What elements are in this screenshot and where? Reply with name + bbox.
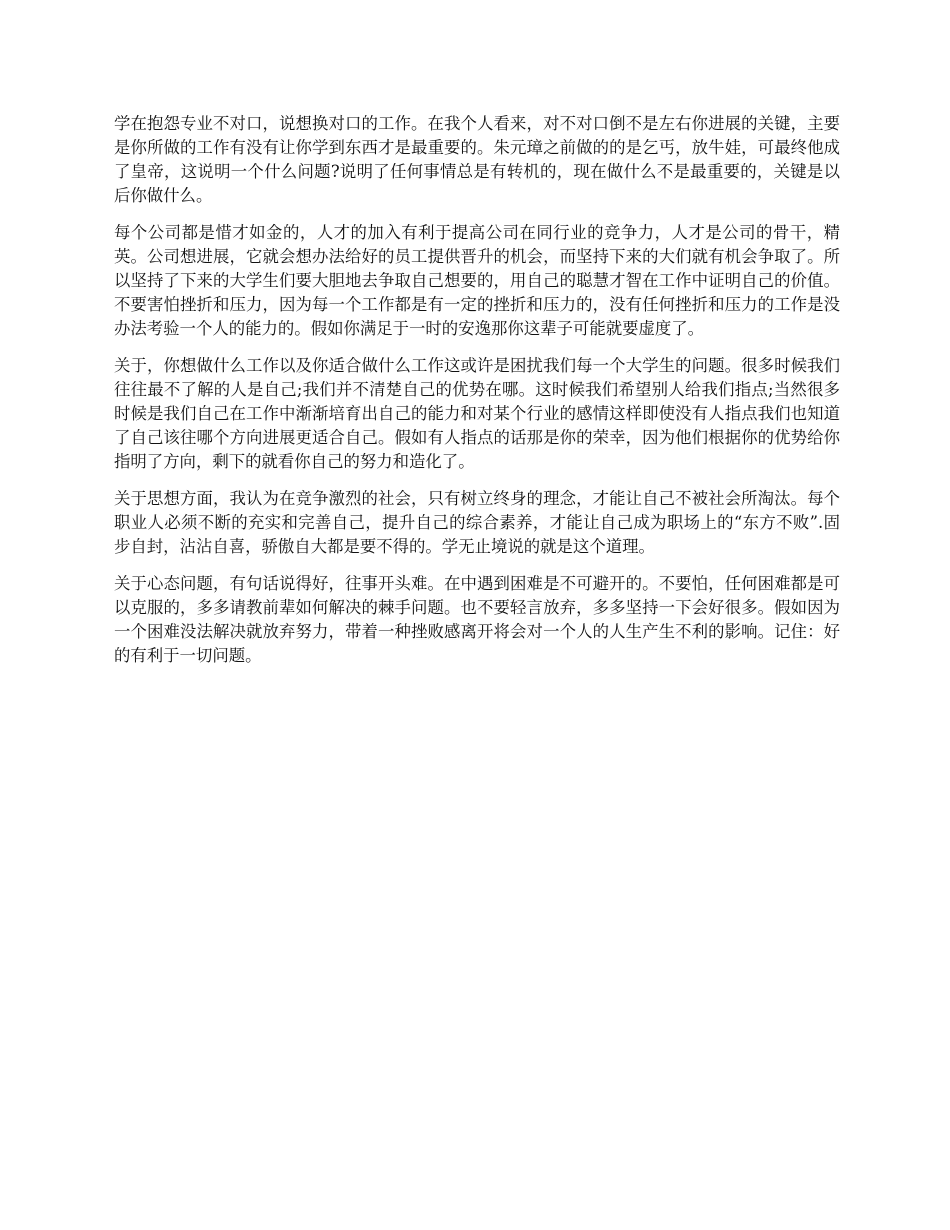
- paragraph-4: 关于思想方面，我认为在竞争激烈的社会，只有树立终身的理念，才能让自己不被社会所淘汰。每个职业人必须不断的充实和完善自己，提升自己的综合素养，才能让自己成为职场上的“东方不败”.固步自封，沾沾自喜，骄傲自大都是要不得的。学无止境说的就是这个道理。: [114, 489, 840, 556]
- document-body: [114, 112, 840, 681]
- paragraph-3: 关于，你想做什么工作以及你适合做什么工作这或许是困扰我们每一个大学生的问题。很多时候我们往往最不了解的人是自己;我们并不清楚自己的优势在哪。这时候我们希望别人给我们指点;当然很多时候是我们自己在工作中渐渐培育出自己的能力和对某个行业的感情这样即使没有人指点我们也知道了自己该往哪个方向进展更适合自己。假如有人指点的话那是你的荣幸，因为他们根据你的优势给你指明了方向，剩下的就看你自己的努力和造化了。: [114, 356, 840, 471]
- paragraph-1: 学在抱怨专业不对口，说想换对口的工作。在我个人看来，对不对口倒不是左右你进展的关键，主要是你所做的工作有没有让你学到东西才是最重要的。朱元璋之前做的的是乞丐，放牛娃，可最终他成了皇帝，这说明一个什么问题?说明了任何事情总是有转机的，现在做什么不是最重要的，关键是以后你做什么。: [114, 114, 840, 205]
- paragraph-2: 每个公司都是惜才如金的，人才的加入有利于提高公司在同行业的竞争力，人才是公司的骨干，精英。公司想进展，它就会想办法给好的员工提供晋升的机会，而坚持下来的大们就有机会争取了。所以坚持了下来的大学生们要大胆地去争取自己想要的，用自己的聪慧才智在工作中证明自己的价值。不要害怕挫折和压力，因为每一个工作都是有一定的挫折和压力的，没有任何挫折和压力的工作是没办法考验一个人的能力的。假如你满足于一时的安逸那你这辈子可能就要虚度了。: [114, 223, 840, 338]
- paragraph-5: 关于心态问题，有句话说得好，往事开头难。在中遇到困难是不可避开的。不要怕，任何困难都是可以克服的，多多请教前辈如何解决的棘手问题。也不要轻言放弃，多多坚持一下会好很多。假如因为一个困难没法解决就放弃努力，带着一种挫败感离开将会对一个人的人生产生不利的影响。记住：好的有利于一切问题。: [114, 574, 840, 665]
